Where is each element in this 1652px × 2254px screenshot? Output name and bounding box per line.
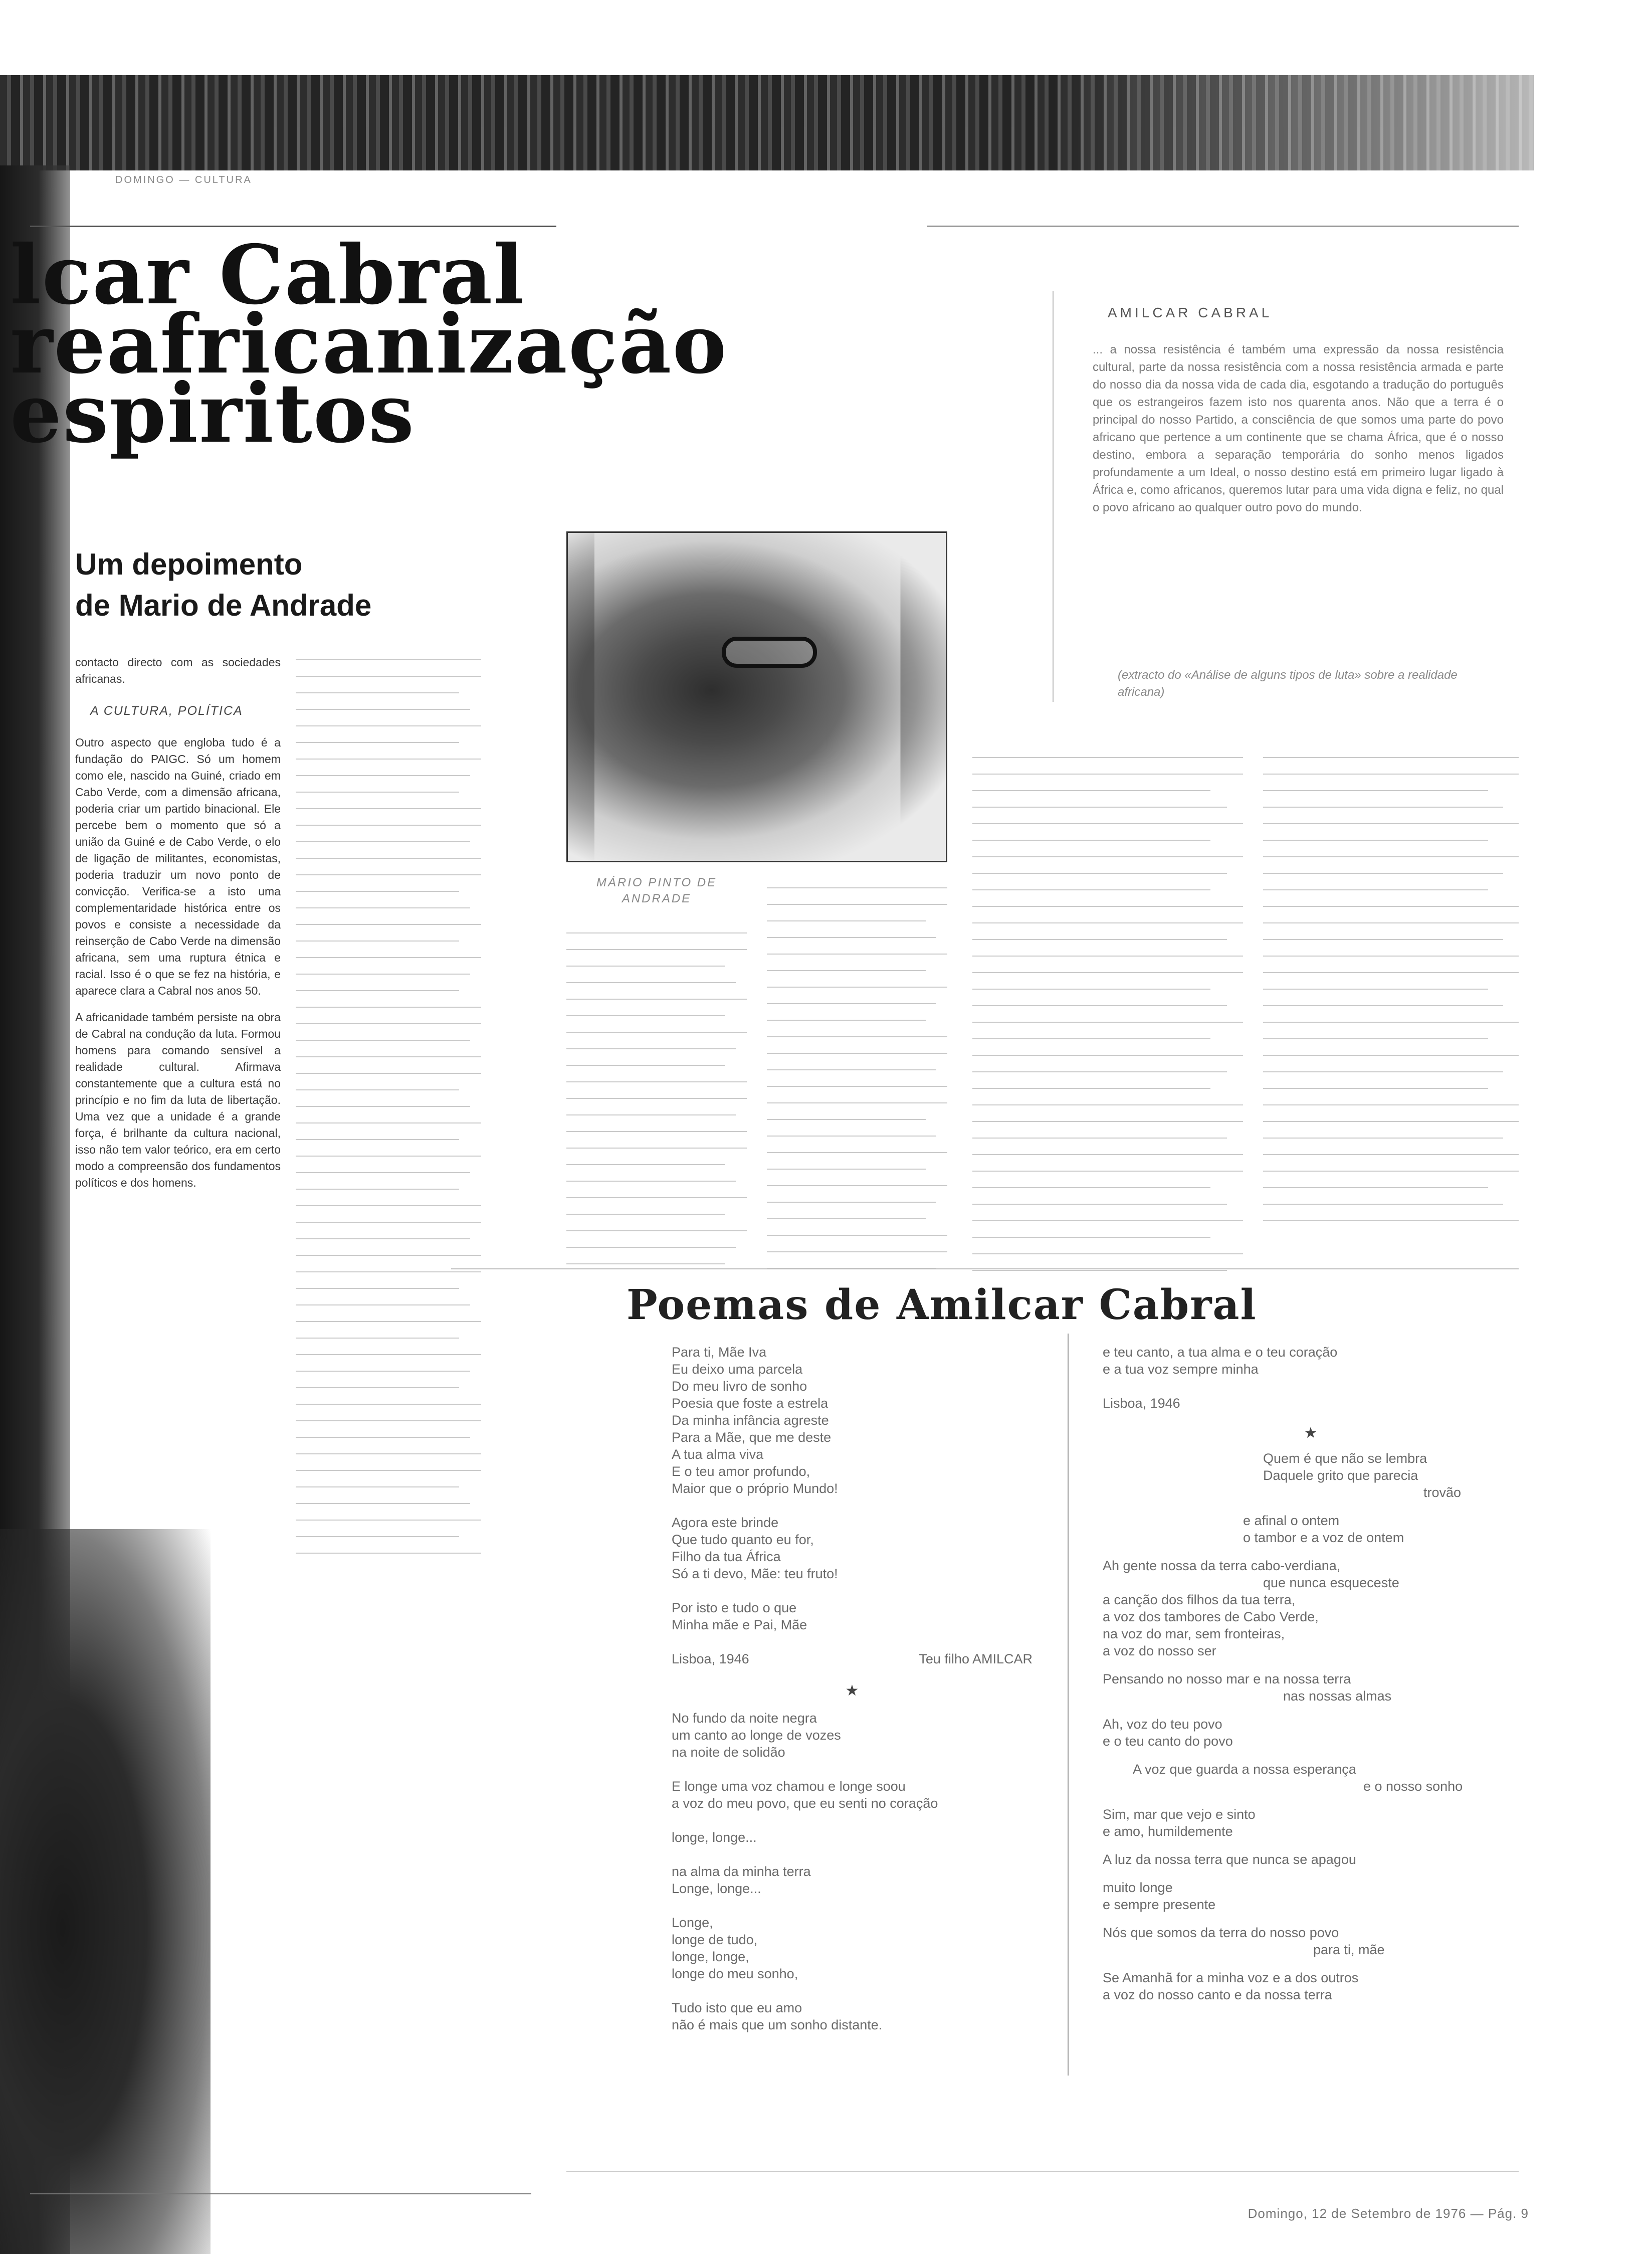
poem-line: Eu deixo uma parcela	[672, 1362, 803, 1377]
poem-line: Poesia que foste a estrela	[672, 1396, 829, 1411]
page-footer: Domingo, 12 de Setembro de 1976 — Pág. 9	[1248, 2206, 1529, 2221]
poem-line: nas nossas almas	[1283, 1688, 1392, 1704]
poem-line: Pensando no nosso mar e na nossa terra	[1103, 1671, 1351, 1686]
poem-line: A luz da nossa terra que nunca se apagou	[1103, 1852, 1356, 1867]
poem-line: Para ti, Mãe Iva	[672, 1345, 767, 1360]
poem-gap	[1103, 1659, 1519, 1670]
poem-line: e sempre presente	[1103, 1897, 1216, 1912]
poem-line: A voz que guarda a nossa esperança	[1133, 1762, 1356, 1777]
poem-gap	[1103, 1795, 1519, 1806]
poem-line: Longe, longe...	[672, 1881, 761, 1896]
poem-line: Ah, voz do teu povo	[1103, 1717, 1222, 1732]
poem-line: e o teu canto do povo	[1103, 1734, 1233, 1749]
left-column-1	[75, 654, 281, 1191]
poem-line: a canção dos filhos da tua terra,	[1103, 1592, 1296, 1607]
middle-column-1-text	[566, 932, 747, 1280]
photo-caption: MÁRIO PINTO DE ANDRADE	[596, 876, 717, 905]
poem-line: Só a ti devo, Mãe: teu fruto!	[672, 1566, 838, 1581]
section-head-cultura: A CULTURA, POLÍTICA	[90, 704, 243, 718]
poem-line: muito longe	[1103, 1880, 1173, 1895]
poem-gap	[672, 1897, 1032, 1914]
left-column-2-text	[296, 659, 481, 1569]
poem-line: e o nosso sonho	[1363, 1779, 1463, 1794]
poem-line: Daquele grito que parecia	[1263, 1468, 1418, 1483]
left-col-intro: contacto directo com as sociedades africanas.	[75, 656, 281, 685]
poem-line: Da minha infância agreste	[672, 1413, 829, 1428]
poem-line: a voz do meu povo, que eu senti no coração	[672, 1796, 938, 1811]
poem-gap	[1103, 1913, 1519, 1924]
poems-column-divider	[1068, 1334, 1069, 2076]
left-col-body-1: Outro aspecto que engloba tudo é a fundação do PAIGC. Só um homem como ele, nascido na Guiné, criado em Cabo Verde, com a dimensão africana, poderia criar um partido binacional. Ele percebe bem o momento que só a união da Guiné e de Cabo Verde, o elo de ligação de militantes, economistas, poderia traduzir um novo ponto de convicção. Verifica-se a isto uma complementaridade histórica entre os povos e consiste a necessidade da reinserção de Cabo Verde na dimensão africana, sem uma ruptura étnica e racial. Isso é o que se fez na história, e aparece clara a Cabral nos anos 50.	[75, 736, 281, 997]
right-column-2-text	[1263, 757, 1519, 1237]
poem-line: um canto ao longe de vozes	[672, 1728, 841, 1743]
poem-gap	[672, 1812, 1032, 1829]
quote-title: AMILCAR CABRAL	[1108, 305, 1273, 320]
quote-source: (extracto do «Análise de alguns tipos de luta» sobre a realidade africana)	[1118, 668, 1458, 699]
poem-gap	[1103, 1868, 1519, 1879]
middle-column-2-text	[767, 887, 947, 1284]
poem-line: Quem é que não se lembra	[1263, 1451, 1427, 1466]
bottom-rule-left	[30, 2193, 531, 2194]
poem-line: que nunca esqueceste	[1263, 1575, 1399, 1590]
left-col-body-2: A africanidade também persiste na obra de Cabral na condução da luta. Formou homens para comando sensível a realidade cultural. Afirmava constantemente que a cultura está no princípio e no fim da luta de libertação. Uma vez que a unidade é a grande força, é brilhante da cultura nacional, isso não tem valor teórico, era em certo modo a compreensão dos fundamentos políticos e dos homens.	[75, 1011, 281, 1189]
poem-1-author: Teu filho AMILCAR	[919, 1651, 1032, 1666]
article-headline	[10, 228, 728, 461]
poem-line: Do meu livro de sonho	[672, 1379, 807, 1394]
poem-gap	[1103, 1501, 1519, 1512]
headline-line-1: lcar Cabral	[10, 228, 525, 323]
poem-line: na voz do mar, sem fronteiras,	[1103, 1626, 1285, 1641]
poem-line: e afinal o ontem	[1243, 1513, 1340, 1528]
poem-gap	[672, 1582, 1032, 1599]
poem-line: Para a Mãe, que me deste	[672, 1430, 832, 1445]
portrait-photo	[566, 531, 947, 862]
masthead-small: DOMINGO — CULTURA	[115, 174, 252, 185]
poem-line: e a tua voz sempre minha	[1103, 1362, 1259, 1377]
article-subhead	[75, 544, 476, 626]
headline-line-3: espiritos	[10, 366, 416, 461]
poems-divider	[451, 1268, 1519, 1269]
poem-gap	[672, 1982, 1032, 1999]
poem-line: Sim, mar que vejo e sinto	[1103, 1807, 1256, 1822]
poem-line: longe, longe...	[672, 1830, 757, 1845]
poem-line: a voz dos tambores de Cabo Verde,	[1103, 1609, 1319, 1624]
poem-gap	[1103, 1750, 1519, 1761]
poem-line: Se Amanhã for a minha voz e a dos outros	[1103, 1970, 1359, 1985]
poem-line: na alma da minha terra	[672, 1864, 811, 1879]
poem-line: e amo, humildemente	[1103, 1824, 1233, 1839]
poem-right-place-date: Lisboa, 1946	[1103, 1396, 1180, 1411]
poem-line: não é mais que um sonho distante.	[672, 2017, 883, 2032]
poem-gap	[672, 1846, 1032, 1863]
poem-line: Nós que somos da terra do nosso povo	[1103, 1925, 1339, 1940]
poem-gap	[1103, 1546, 1519, 1557]
poem-gap	[1103, 1840, 1519, 1851]
poem-line: para ti, mãe	[1313, 1942, 1385, 1957]
poem-line: Ah gente nossa da terra cabo-verdiana,	[1103, 1558, 1341, 1573]
poem-line: Minha mãe e Pai, Mãe	[672, 1617, 807, 1632]
star-separator-icon: ★	[845, 1682, 859, 1699]
poem-1-place-date: Lisboa, 1946	[672, 1651, 749, 1666]
top-rule-left	[30, 226, 556, 227]
poem-line: A tua alma viva	[672, 1447, 764, 1462]
scan-band-fade	[1053, 75, 1554, 170]
subhead-line-1: Um depoimento	[75, 547, 303, 581]
poems-right-column	[1103, 1344, 1519, 2003]
poem-1	[672, 1344, 1032, 1633]
poem-line: a voz do nosso ser	[1103, 1643, 1216, 1658]
poem-line: trovão	[1423, 1485, 1462, 1500]
poem-line: Agora este brinde	[672, 1515, 779, 1530]
headline-line-2: reafricanização	[10, 297, 728, 392]
poem-line: E o teu amor profundo,	[672, 1464, 810, 1479]
poem-line: e teu canto, a tua alma e o teu coração	[1103, 1345, 1338, 1360]
poem-2	[672, 1710, 1032, 2033]
quote-text: ... a nossa resistência é também uma expressão da nossa resistência cultural, parte da nossa resistência com a nossa resistência armada e parte do nosso dia da nossa vida de cada dia, esgotando a tradução do português que os estrangeiros fazem isto nos quarenta anos. Não que a terra é o principal do nosso Partido, a consciência de que somos uma parte do povo africano que pertence a um continente que se chama África, que é o nosso destino, embora a separação temporária do sonho menos ligados profundamente a um Ideal, o nosso destino está em primeiro lugar ligado à África e, como africanos, queremos lutar para uma vida digna e feliz, no qual o povo africano ao qualquer outro povo do mundo.	[1093, 343, 1504, 514]
poem-line: Por isto e tudo o que	[672, 1600, 797, 1615]
poem-line: na noite de solidão	[672, 1745, 785, 1760]
poem-gap	[1103, 1705, 1519, 1716]
poem-line: longe do meu sonho,	[672, 1966, 798, 1981]
top-rule-right	[927, 226, 1519, 227]
poem-line: Longe,	[672, 1915, 713, 1930]
poem-line: Filho da tua África	[672, 1549, 781, 1564]
poem-line: o tambor e a voz de ontem	[1243, 1530, 1404, 1545]
poem-line: E longe uma voz chamou e longe soou	[672, 1779, 906, 1794]
poem-line: Tudo isto que eu amo	[672, 2000, 802, 2015]
poem-line: Que tudo quanto eu for,	[672, 1532, 814, 1547]
poems-left-column	[672, 1344, 1032, 2033]
poem-line: No fundo da noite negra	[672, 1711, 817, 1726]
poem-gap	[672, 1497, 1032, 1514]
poem-line: Maior que o próprio Mundo!	[672, 1481, 838, 1496]
portrait-glasses-shape	[722, 637, 817, 668]
poem-1-signature	[672, 1650, 1032, 1667]
star-separator-icon: ★	[1304, 1425, 1318, 1441]
scan-left-shadow-bottom	[0, 1529, 211, 2254]
bottom-rule-right	[566, 2171, 1519, 2172]
poem-3	[1103, 1450, 1519, 2003]
poem-line: longe de tudo,	[672, 1932, 758, 1947]
poem-line: longe, longe,	[672, 1949, 749, 1964]
poem-gap	[672, 1761, 1032, 1778]
poems-title: Poemas de Amilcar Cabral	[627, 1281, 1257, 1329]
subhead-line-2: de Mario de Andrade	[75, 589, 372, 622]
poem-line: a voz do nosso canto e da nossa terra	[1103, 1987, 1332, 2002]
right-column-1-text	[972, 757, 1243, 1286]
poem-gap	[1103, 1958, 1519, 1969]
